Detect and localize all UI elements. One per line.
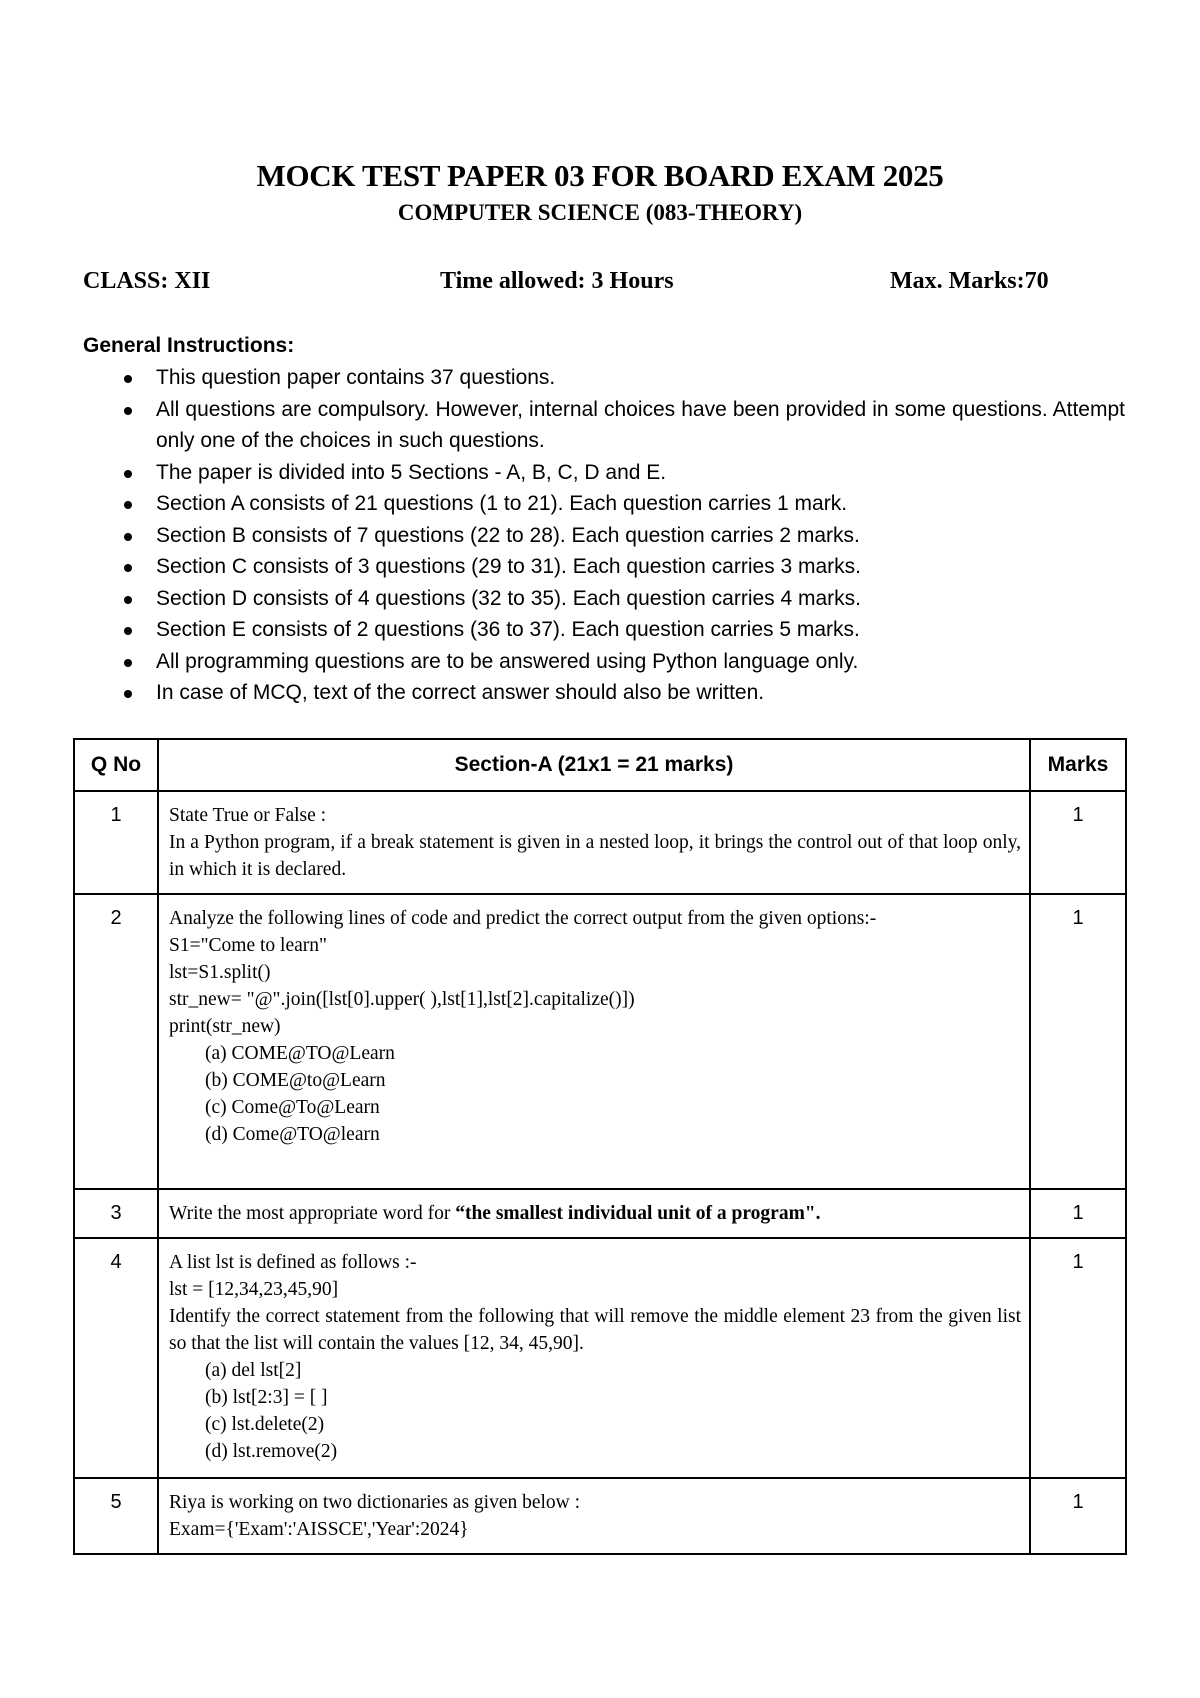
table-header-row xyxy=(74,739,1126,791)
question-marks: 1 xyxy=(1030,1238,1126,1478)
instruction-item: In case of MCQ, text of the correct answer should also be written. xyxy=(120,677,1125,709)
header-marks: Marks xyxy=(1030,739,1126,791)
question-line: lst=S1.split() xyxy=(169,962,271,983)
option-d: (d) Come@TO@learn xyxy=(205,1124,380,1145)
option-c: (c) Come@To@Learn xyxy=(205,1097,380,1118)
question-text xyxy=(158,791,1030,894)
question-row-5 xyxy=(74,1478,1126,1554)
question-number: 3 xyxy=(74,1189,158,1238)
option-c: (c) lst.delete(2) xyxy=(205,1414,325,1435)
question-line: Exam={'Exam':'AISSCE','Year':2024} xyxy=(169,1519,469,1540)
instructions-list xyxy=(120,362,1125,709)
option-d: (d) lst.remove(2) xyxy=(205,1441,338,1462)
question-text-plain: Write the most appropriate word for xyxy=(169,1203,456,1224)
time-allowed-label: Time allowed: 3 Hours xyxy=(440,268,674,294)
max-marks-label: Max. Marks:70 xyxy=(890,268,1049,294)
question-text-emphasis: “the smallest individual unit of a program". xyxy=(455,1203,821,1224)
question-line: In a Python program, if a break statement is given in a nested loop, it brings the control out of that loop only, in which it is declared. xyxy=(169,832,1021,880)
paper-subtitle: COMPUTER SCIENCE (083-THEORY) xyxy=(397,200,803,225)
question-number: 4 xyxy=(74,1238,158,1478)
question-marks: 1 xyxy=(1030,894,1126,1189)
question-line: lst = [12,34,23,45,90] xyxy=(169,1279,339,1300)
question-table xyxy=(73,738,1127,1555)
question-row-4 xyxy=(74,1238,1126,1478)
instruction-item: Section C consists of 3 questions (29 to 31). Each question carries 3 marks. xyxy=(120,551,1125,583)
option-a: (a) del lst[2] xyxy=(205,1360,302,1381)
question-marks: 1 xyxy=(1030,1478,1126,1554)
question-text xyxy=(158,1478,1030,1554)
instruction-item: This question paper contains 37 questions. xyxy=(120,362,1125,394)
question-line: S1="Come to learn" xyxy=(169,935,327,956)
question-number: 5 xyxy=(74,1478,158,1554)
question-marks: 1 xyxy=(1030,791,1126,894)
option-a: (a) COME@TO@Learn xyxy=(205,1043,395,1064)
instruction-item: Section B consists of 7 questions (22 to 28). Each question carries 2 marks. xyxy=(120,520,1125,552)
header-section: Section-A (21x1 = 21 marks) xyxy=(158,739,1030,791)
instructions-heading: General Instructions: xyxy=(83,334,295,357)
question-line: State True or False : xyxy=(169,805,327,826)
question-line: Riya is working on two dictionaries as given below : xyxy=(169,1492,581,1513)
question-marks: 1 xyxy=(1030,1189,1126,1238)
question-text xyxy=(158,1189,1030,1238)
paper-title: MOCK TEST PAPER 03 FOR BOARD EXAM 2025 xyxy=(256,158,944,193)
question-number: 1 xyxy=(74,791,158,894)
question-line: Identify the correct statement from the following that will remove the middle element 23 from the given list so that the list will contain the values [12, 34, 45,90]. xyxy=(169,1306,1021,1354)
instruction-item: All questions are compulsory. However, internal choices have been provided in some questions. Attempt only one of the choices in such questions. xyxy=(120,394,1125,457)
class-label: CLASS: XII xyxy=(83,268,211,294)
instruction-item: All programming questions are to be answered using Python language only. xyxy=(120,646,1125,678)
instruction-item: Section A consists of 21 questions (1 to 21). Each question carries 1 mark. xyxy=(120,488,1125,520)
question-line: print(str_new) xyxy=(169,1016,281,1037)
option-b: (b) COME@to@Learn xyxy=(205,1070,386,1091)
question-line: Analyze the following lines of code and predict the correct output from the given options:- xyxy=(169,908,877,929)
option-b: (b) lst[2:3] = [ ] xyxy=(205,1387,328,1408)
instruction-item: Section D consists of 4 questions (32 to 35). Each question carries 4 marks. xyxy=(120,583,1125,615)
question-row-3 xyxy=(74,1189,1126,1238)
instruction-item: Section E consists of 2 questions (36 to 37). Each question carries 5 marks. xyxy=(120,614,1125,646)
question-line: str_new= "@".join([lst[0].upper( ),lst[1],lst[2].capitalize()]) xyxy=(169,989,635,1010)
question-text xyxy=(158,894,1030,1189)
question-row-2 xyxy=(74,894,1126,1189)
question-line: A list lst is defined as follows :- xyxy=(169,1252,417,1273)
header-qno: Q No xyxy=(74,739,158,791)
instruction-item: The paper is divided into 5 Sections - A, B, C, D and E. xyxy=(120,457,1125,489)
question-text xyxy=(158,1238,1030,1478)
question-row-1 xyxy=(74,791,1126,894)
question-number: 2 xyxy=(74,894,158,1189)
